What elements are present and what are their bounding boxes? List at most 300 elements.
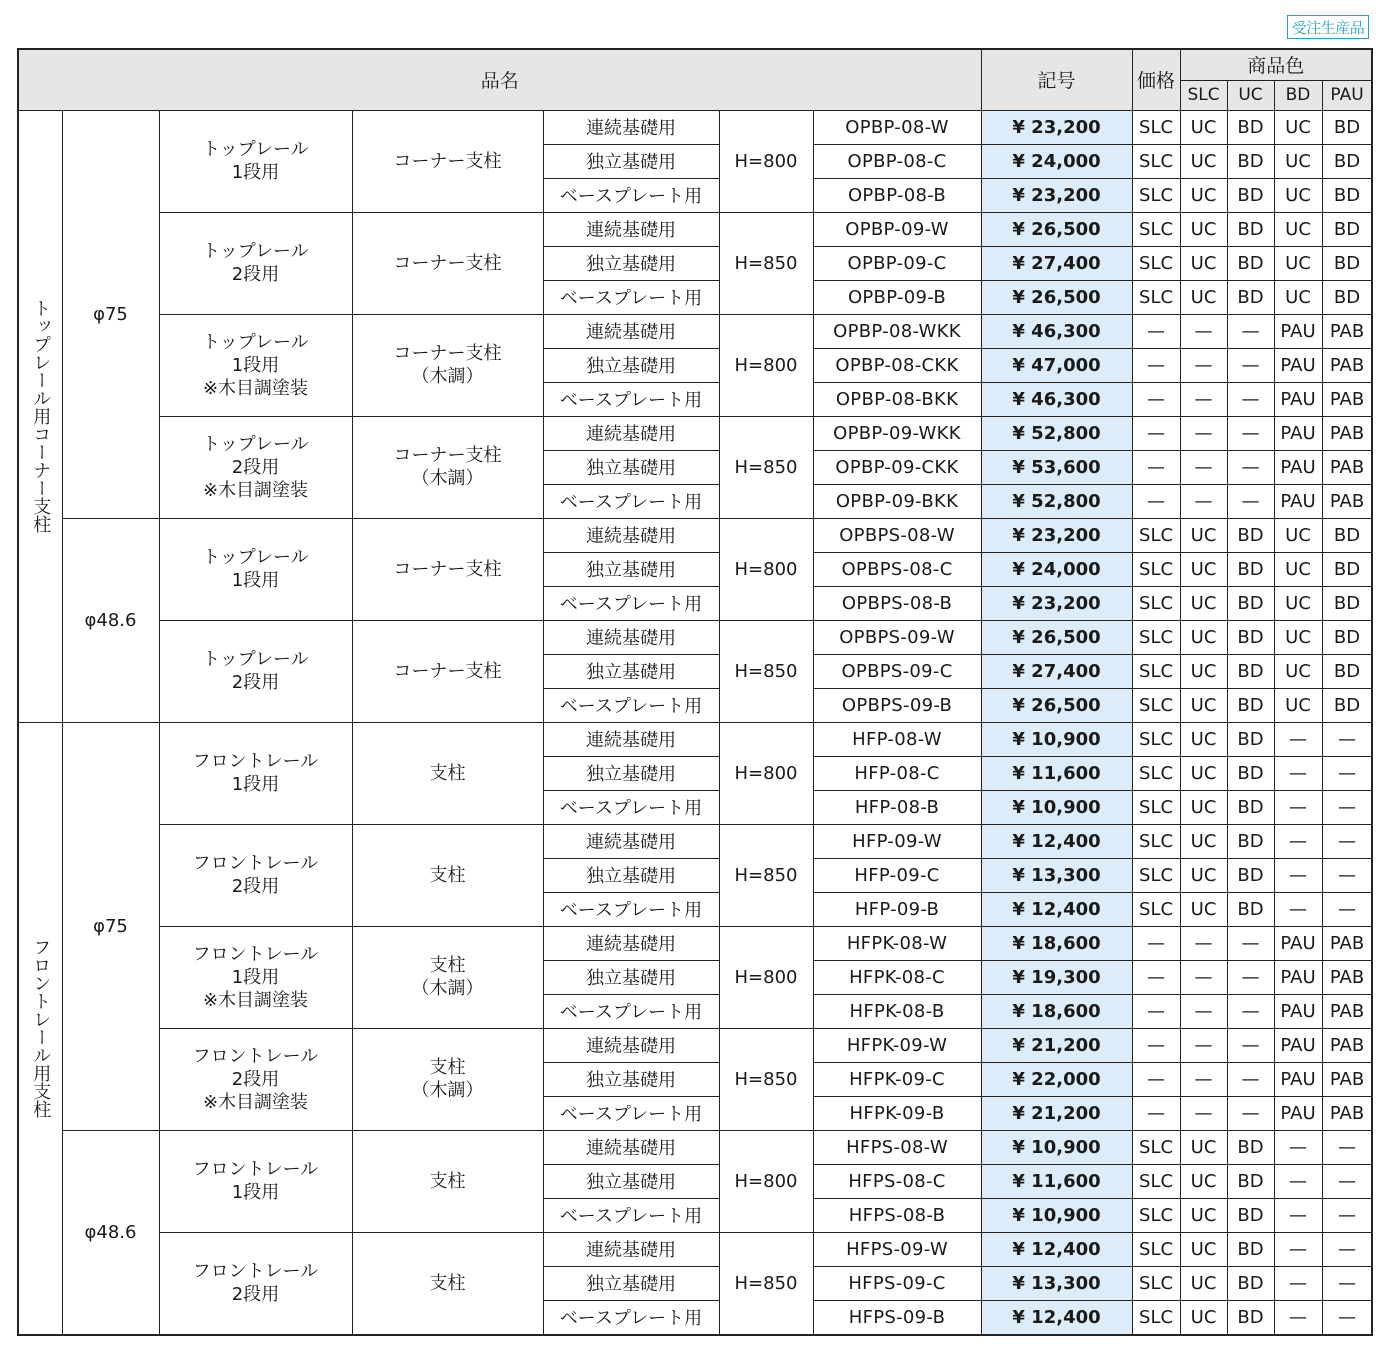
base-type: 連続基礎用	[543, 926, 719, 960]
price: ¥ 13,300	[981, 858, 1132, 892]
pipe-diameter: φ48.6	[62, 1130, 159, 1335]
color-cell: PAB	[1322, 994, 1372, 1028]
color-cell: —	[1227, 1096, 1274, 1130]
product-type	[159, 314, 352, 416]
product-type-line: 1段用	[231, 966, 280, 988]
product-code: HFP-08-C	[813, 756, 981, 790]
color-cell: UC	[1274, 246, 1322, 280]
color-cell: —	[1274, 858, 1322, 892]
color-cell: BD	[1227, 654, 1274, 688]
product-code: OPBP-08-BKK	[813, 382, 981, 416]
color-cell: —	[1180, 450, 1227, 484]
color-cell: —	[1274, 722, 1322, 756]
base-type: 連続基礎用	[543, 1130, 719, 1164]
base-type: 連続基礎用	[543, 314, 719, 348]
color-cell: —	[1322, 790, 1372, 824]
table-row	[18, 1232, 1372, 1266]
price: ¥ 46,300	[981, 314, 1132, 348]
color-cell: —	[1322, 1164, 1372, 1198]
color-cell: —	[1322, 1300, 1372, 1335]
height: H=800	[719, 110, 813, 212]
color-cell: —	[1132, 1096, 1180, 1130]
post-type	[352, 416, 543, 518]
product-type-line: フロントレール	[192, 1045, 319, 1067]
product-code: HFPK-08-B	[813, 994, 981, 1028]
color-cell: UC	[1274, 144, 1322, 178]
color-cell: PAU	[1274, 1028, 1322, 1062]
base-type: ベースプレート用	[543, 1096, 719, 1130]
color-cell: —	[1227, 382, 1274, 416]
pipe-diameter: φ75	[62, 722, 159, 1130]
height: H=850	[719, 1028, 813, 1130]
height: H=800	[719, 1130, 813, 1232]
color-cell: PAB	[1322, 1096, 1372, 1130]
post-type-line: コーナー支柱	[393, 660, 502, 682]
product-code: OPBPS-08-W	[813, 518, 981, 552]
height: H=850	[719, 416, 813, 518]
color-cell: BD	[1227, 1130, 1274, 1164]
table-body	[18, 110, 1372, 1335]
color-cell: —	[1274, 1130, 1322, 1164]
price: ¥ 27,400	[981, 654, 1132, 688]
color-cell: UC	[1180, 688, 1227, 722]
color-cell: —	[1322, 1266, 1372, 1300]
product-code: OPBP-08-W	[813, 110, 981, 144]
base-type: ベースプレート用	[543, 1198, 719, 1232]
product-code: HFPS-09-C	[813, 1266, 981, 1300]
color-cell: BD	[1227, 1300, 1274, 1335]
post-type	[352, 824, 543, 926]
table-row	[18, 110, 1372, 144]
base-type: ベースプレート用	[543, 178, 719, 212]
base-type: 独立基礎用	[543, 858, 719, 892]
height: H=850	[719, 620, 813, 722]
price: ¥ 53,600	[981, 450, 1132, 484]
post-type-line: コーナー支柱	[393, 252, 502, 274]
product-type-line: トップレール	[202, 139, 309, 160]
color-cell: BD	[1227, 790, 1274, 824]
color-cell: PAU	[1274, 484, 1322, 518]
color-cell: UC	[1274, 654, 1322, 688]
price: ¥ 10,900	[981, 1130, 1132, 1164]
product-code: HFP-09-W	[813, 824, 981, 858]
color-cell: SLC	[1132, 552, 1180, 586]
height: H=850	[719, 212, 813, 314]
base-type: ベースプレート用	[543, 994, 719, 1028]
color-cell: PAB	[1322, 960, 1372, 994]
color-cell: PAU	[1274, 994, 1322, 1028]
color-cell: UC	[1180, 756, 1227, 790]
product-code: HFP-08-B	[813, 790, 981, 824]
color-cell: SLC	[1132, 688, 1180, 722]
color-cell: —	[1322, 722, 1372, 756]
color-cell: —	[1180, 1096, 1227, 1130]
base-type: 独立基礎用	[543, 348, 719, 382]
color-cell: —	[1322, 756, 1372, 790]
product-type-line: トップレール	[202, 547, 309, 568]
product-type-line: ※木目調塗装	[202, 989, 309, 1011]
color-cell: SLC	[1132, 620, 1180, 654]
color-cell: —	[1227, 314, 1274, 348]
height: H=850	[719, 1232, 813, 1335]
color-cell: UC	[1180, 722, 1227, 756]
color-cell: —	[1227, 484, 1274, 518]
price: ¥ 23,200	[981, 178, 1132, 212]
base-type: ベースプレート用	[543, 1300, 719, 1335]
color-cell: BD	[1322, 280, 1372, 314]
color-cell: PAB	[1322, 450, 1372, 484]
price: ¥ 26,500	[981, 280, 1132, 314]
color-cell: SLC	[1132, 790, 1180, 824]
product-code: OPBP-08-C	[813, 144, 981, 178]
section-title: トップレール用コーナー支柱	[18, 110, 62, 722]
post-type-line: 支柱	[429, 762, 466, 784]
height: H=800	[719, 518, 813, 620]
color-cell: UC	[1180, 144, 1227, 178]
price: ¥ 24,000	[981, 552, 1132, 586]
color-cell: —	[1274, 1266, 1322, 1300]
color-cell: BD	[1227, 110, 1274, 144]
color-cell: BD	[1227, 212, 1274, 246]
color-cell: PAB	[1322, 1028, 1372, 1062]
color-cell: —	[1180, 994, 1227, 1028]
color-cell: PAU	[1274, 926, 1322, 960]
product-code: HFP-09-B	[813, 892, 981, 926]
price: ¥ 10,900	[981, 790, 1132, 824]
product-type-line: 1段用	[231, 774, 280, 795]
base-type: ベースプレート用	[543, 280, 719, 314]
product-type-line: フロントレール	[192, 853, 319, 874]
color-cell: UC	[1180, 1130, 1227, 1164]
color-cell: PAB	[1322, 348, 1372, 382]
color-cell: PAU	[1274, 1096, 1322, 1130]
color-cell: —	[1227, 416, 1274, 450]
section-title: フロントレール用支柱	[18, 722, 62, 1335]
table-row	[18, 824, 1372, 858]
color-cell: —	[1132, 926, 1180, 960]
product-code: HFPS-09-W	[813, 1232, 981, 1266]
table-row	[18, 1028, 1372, 1062]
color-cell: UC	[1274, 110, 1322, 144]
color-cell: SLC	[1132, 824, 1180, 858]
product-code: OPBPS-09-W	[813, 620, 981, 654]
color-cell: PAU	[1274, 1062, 1322, 1096]
color-cell: —	[1132, 484, 1180, 518]
post-type	[352, 722, 543, 824]
color-cell: PAU	[1274, 348, 1322, 382]
table-row	[18, 518, 1372, 552]
post-type-line: コーナー支柱	[393, 558, 502, 580]
color-cell: —	[1227, 926, 1274, 960]
product-type-line: 2段用	[231, 1284, 280, 1305]
color-cell: BD	[1322, 518, 1372, 552]
post-type	[352, 620, 543, 722]
base-type: 独立基礎用	[543, 144, 719, 178]
color-cell: SLC	[1132, 1266, 1180, 1300]
post-type-line: （木調）	[411, 978, 484, 999]
color-cell: BD	[1227, 280, 1274, 314]
color-cell: —	[1274, 824, 1322, 858]
base-type: ベースプレート用	[543, 586, 719, 620]
color-cell: —	[1227, 450, 1274, 484]
product-code: HFPK-08-W	[813, 926, 981, 960]
color-cell: UC	[1274, 280, 1322, 314]
color-cell: —	[1274, 1198, 1322, 1232]
color-cell: —	[1180, 416, 1227, 450]
color-cell: —	[1180, 926, 1227, 960]
color-cell: UC	[1274, 178, 1322, 212]
color-cell: —	[1132, 994, 1180, 1028]
product-code: OPBP-09-C	[813, 246, 981, 280]
color-cell: —	[1274, 756, 1322, 790]
price: ¥ 23,200	[981, 586, 1132, 620]
height: H=850	[719, 824, 813, 926]
color-cell: UC	[1180, 518, 1227, 552]
color-cell: BD	[1227, 144, 1274, 178]
product-code: OPBPS-08-C	[813, 552, 981, 586]
base-type: 独立基礎用	[543, 246, 719, 280]
product-code: OPBP-09-B	[813, 280, 981, 314]
color-cell: BD	[1322, 178, 1372, 212]
price: ¥ 12,400	[981, 1300, 1132, 1335]
product-type-line: ※木目調塗装	[202, 479, 309, 501]
header-color-uc: UC	[1227, 80, 1274, 110]
color-cell: PAB	[1322, 314, 1372, 348]
price: ¥ 12,400	[981, 1232, 1132, 1266]
color-cell: BD	[1227, 892, 1274, 926]
color-cell: UC	[1274, 688, 1322, 722]
base-type: 連続基礎用	[543, 1028, 719, 1062]
product-code: HFPS-08-B	[813, 1198, 981, 1232]
price: ¥ 10,900	[981, 722, 1132, 756]
product-type-line: フロントレール	[192, 943, 319, 965]
color-cell: UC	[1180, 824, 1227, 858]
color-cell: UC	[1180, 280, 1227, 314]
post-type-line: コーナー支柱	[393, 150, 502, 172]
base-type: ベースプレート用	[543, 484, 719, 518]
product-type	[159, 212, 352, 314]
post-type-line: 支柱	[429, 1057, 466, 1078]
color-cell: UC	[1274, 586, 1322, 620]
color-cell: —	[1180, 382, 1227, 416]
price: ¥ 26,500	[981, 620, 1132, 654]
color-cell: SLC	[1132, 246, 1180, 280]
product-code: OPBP-08-CKK	[813, 348, 981, 382]
color-cell: BD	[1227, 552, 1274, 586]
base-type: 独立基礎用	[543, 1164, 719, 1198]
price: ¥ 24,000	[981, 144, 1132, 178]
post-type-line: 支柱	[429, 864, 466, 886]
base-type: 独立基礎用	[543, 450, 719, 484]
product-type	[159, 620, 352, 722]
post-type-line: （木調）	[411, 1080, 484, 1101]
price: ¥ 47,000	[981, 348, 1132, 382]
color-cell: UC	[1180, 892, 1227, 926]
color-cell: UC	[1274, 212, 1322, 246]
price: ¥ 11,600	[981, 756, 1132, 790]
header-color: 商品色	[1180, 49, 1372, 80]
color-cell: BD	[1322, 654, 1372, 688]
base-type: 連続基礎用	[543, 722, 719, 756]
base-type: 独立基礎用	[543, 552, 719, 586]
product-code: OPBP-09-BKK	[813, 484, 981, 518]
post-type-line: コーナー支柱	[393, 343, 502, 364]
product-code: OPBP-08-B	[813, 178, 981, 212]
color-cell: UC	[1274, 552, 1322, 586]
product-type-line: フロントレール	[192, 1159, 319, 1180]
color-cell: BD	[1227, 246, 1274, 280]
product-code: OPBPS-08-B	[813, 586, 981, 620]
product-code: HFPS-08-C	[813, 1164, 981, 1198]
color-cell: —	[1132, 416, 1180, 450]
color-cell: UC	[1274, 620, 1322, 654]
color-cell: —	[1132, 348, 1180, 382]
product-type-line: トップレール	[202, 331, 309, 353]
product-type-line: 1段用	[231, 570, 280, 591]
color-cell: —	[1322, 1130, 1372, 1164]
table-row	[18, 1130, 1372, 1164]
color-cell: PAB	[1322, 926, 1372, 960]
color-cell: —	[1322, 892, 1372, 926]
product-type	[159, 1130, 352, 1232]
color-cell: —	[1180, 1062, 1227, 1096]
price: ¥ 52,800	[981, 416, 1132, 450]
color-cell: SLC	[1132, 1130, 1180, 1164]
color-cell: —	[1227, 994, 1274, 1028]
table-row	[18, 926, 1372, 960]
color-cell: SLC	[1132, 586, 1180, 620]
color-cell: —	[1180, 484, 1227, 518]
color-cell: —	[1227, 1062, 1274, 1096]
color-cell: UC	[1180, 1300, 1227, 1335]
price: ¥ 12,400	[981, 824, 1132, 858]
color-cell: SLC	[1132, 144, 1180, 178]
price: ¥ 11,600	[981, 1164, 1132, 1198]
product-code: HFPK-08-C	[813, 960, 981, 994]
color-cell: SLC	[1132, 212, 1180, 246]
color-cell: SLC	[1132, 518, 1180, 552]
product-code: OPBPS-09-C	[813, 654, 981, 688]
header-code: 記号	[981, 49, 1132, 110]
product-type	[159, 518, 352, 620]
color-cell: SLC	[1132, 892, 1180, 926]
color-cell: UC	[1180, 654, 1227, 688]
post-type-line: 支柱	[429, 955, 466, 976]
color-cell: —	[1274, 790, 1322, 824]
color-cell: SLC	[1132, 756, 1180, 790]
color-cell: BD	[1227, 722, 1274, 756]
product-type-line: 1段用	[231, 162, 280, 183]
product-type-line: 2段用	[231, 876, 280, 897]
product-type	[159, 722, 352, 824]
post-type	[352, 1028, 543, 1130]
color-cell: SLC	[1132, 178, 1180, 212]
base-type: 独立基礎用	[543, 1062, 719, 1096]
base-type: 連続基礎用	[543, 110, 719, 144]
header-color-bd: BD	[1274, 80, 1322, 110]
post-type	[352, 1130, 543, 1232]
price: ¥ 46,300	[981, 382, 1132, 416]
price: ¥ 19,300	[981, 960, 1132, 994]
base-type: 連続基礎用	[543, 518, 719, 552]
product-code: OPBP-08-WKK	[813, 314, 981, 348]
post-type-line: （木調）	[411, 468, 484, 489]
product-type-line: フロントレール	[192, 751, 319, 772]
base-type: 連続基礎用	[543, 212, 719, 246]
product-type-line: トップレール	[202, 241, 309, 262]
base-type: ベースプレート用	[543, 892, 719, 926]
height: H=800	[719, 722, 813, 824]
base-type: ベースプレート用	[543, 688, 719, 722]
color-cell: PAU	[1274, 314, 1322, 348]
color-cell: —	[1132, 1028, 1180, 1062]
color-cell: —	[1227, 1028, 1274, 1062]
product-code: HFP-09-C	[813, 858, 981, 892]
base-type: 連続基礎用	[543, 1232, 719, 1266]
height: H=800	[719, 926, 813, 1028]
post-type	[352, 314, 543, 416]
color-cell: BD	[1227, 518, 1274, 552]
header-price: 価格	[1132, 49, 1180, 110]
color-cell: PAU	[1274, 416, 1322, 450]
pipe-diameter: φ75	[62, 110, 159, 518]
color-cell: —	[1274, 1164, 1322, 1198]
color-cell: PAU	[1274, 450, 1322, 484]
product-type	[159, 110, 352, 212]
base-type: ベースプレート用	[543, 382, 719, 416]
price: ¥ 18,600	[981, 994, 1132, 1028]
color-cell: UC	[1180, 178, 1227, 212]
color-cell: BD	[1227, 824, 1274, 858]
header-name: 品名	[18, 49, 981, 110]
base-type: 連続基礎用	[543, 824, 719, 858]
post-type-line: （木調）	[411, 366, 484, 387]
price: ¥ 12,400	[981, 892, 1132, 926]
color-cell: UC	[1180, 858, 1227, 892]
product-code: OPBP-09-W	[813, 212, 981, 246]
color-cell: BD	[1322, 246, 1372, 280]
color-cell: UC	[1180, 212, 1227, 246]
color-cell: UC	[1274, 518, 1322, 552]
product-type-line: 2段用	[231, 672, 280, 693]
product-code: OPBPS-09-B	[813, 688, 981, 722]
product-type-line: 2段用	[231, 1068, 280, 1090]
color-cell: BD	[1227, 620, 1274, 654]
color-cell: UC	[1180, 1232, 1227, 1266]
product-code: HFPK-09-C	[813, 1062, 981, 1096]
color-cell: UC	[1180, 246, 1227, 280]
product-type	[159, 416, 352, 518]
color-cell: —	[1227, 348, 1274, 382]
product-code: HFPS-09-B	[813, 1300, 981, 1335]
color-cell: SLC	[1132, 110, 1180, 144]
color-cell: BD	[1322, 110, 1372, 144]
color-cell: BD	[1227, 586, 1274, 620]
price: ¥ 27,400	[981, 246, 1132, 280]
base-type: 独立基礎用	[543, 654, 719, 688]
post-type-line: 支柱	[429, 1170, 466, 1192]
product-code: HFPK-09-W	[813, 1028, 981, 1062]
color-cell: —	[1274, 892, 1322, 926]
color-cell: —	[1322, 824, 1372, 858]
base-type: 独立基礎用	[543, 960, 719, 994]
color-cell: UC	[1180, 790, 1227, 824]
base-type: 連続基礎用	[543, 620, 719, 654]
color-cell: PAB	[1322, 484, 1372, 518]
header-color-pau: PAU	[1322, 80, 1372, 110]
color-cell: —	[1132, 314, 1180, 348]
color-cell: —	[1132, 960, 1180, 994]
